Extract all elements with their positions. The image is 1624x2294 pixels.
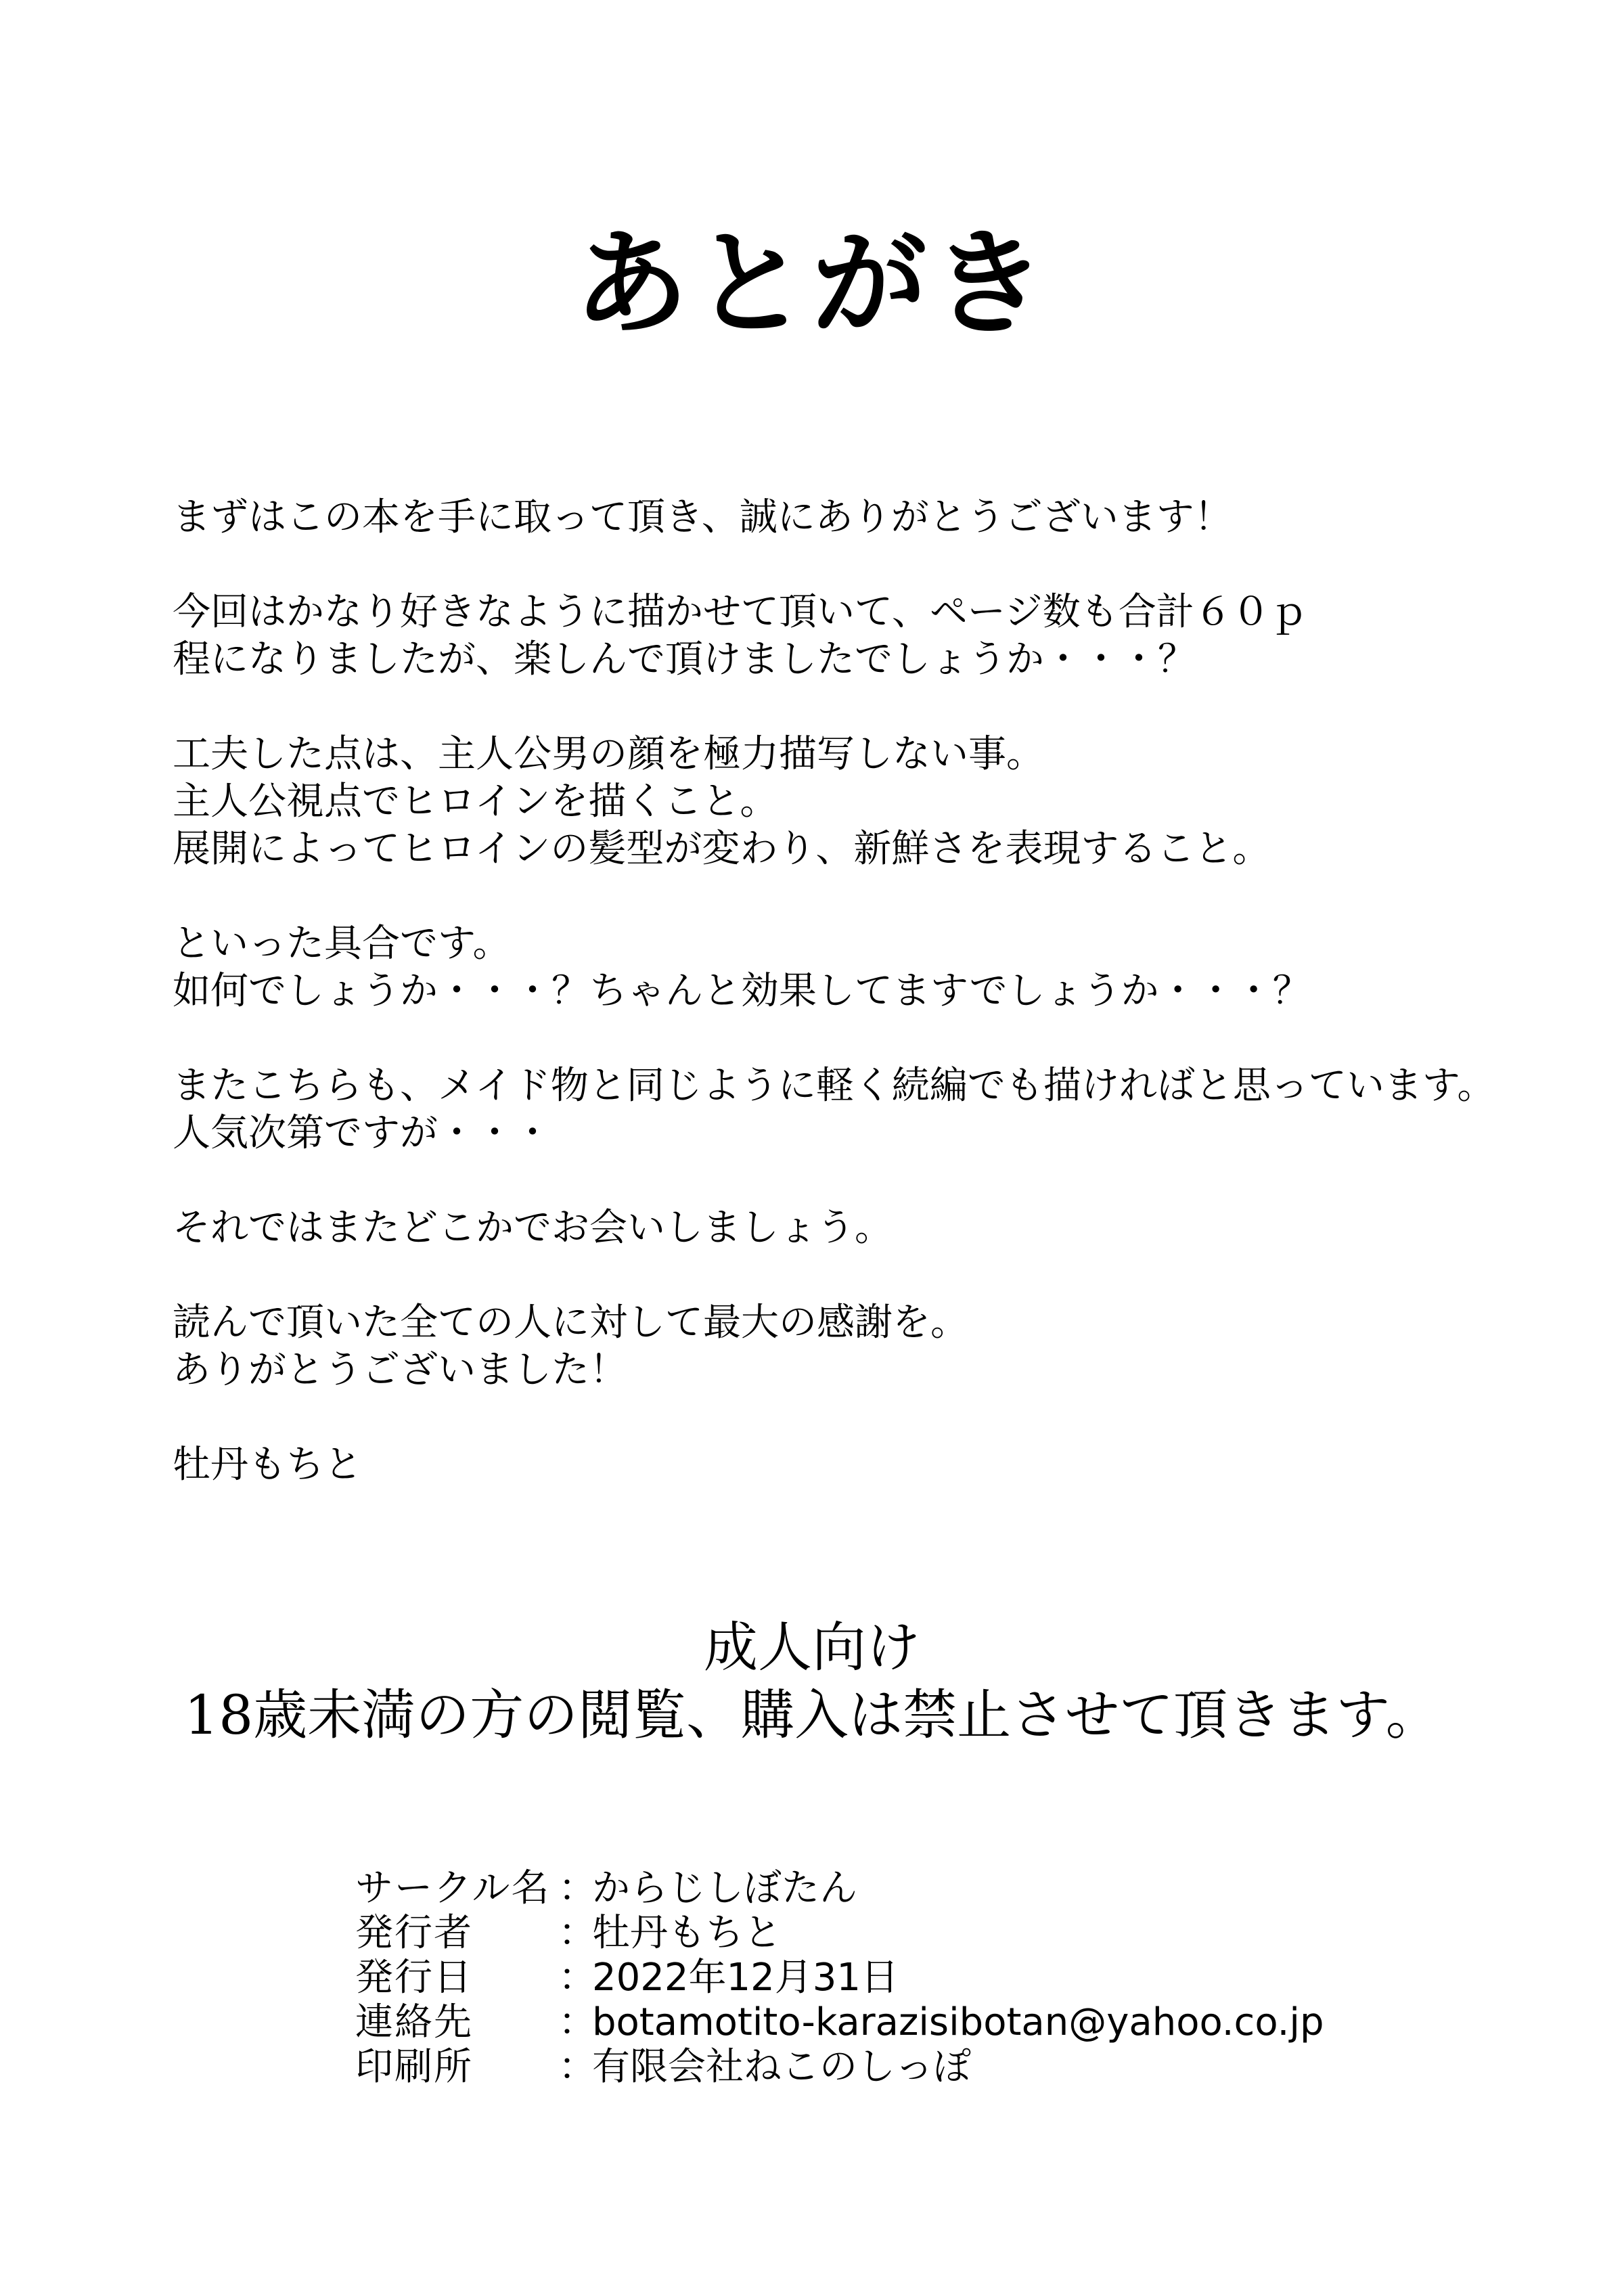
colophon bbox=[355, 1866, 1324, 2090]
colophon-row-date bbox=[355, 1956, 1324, 2000]
colophon-row-contact bbox=[355, 2000, 1324, 2045]
paragraph bbox=[173, 589, 1499, 683]
paragraph bbox=[173, 731, 1499, 873]
paragraph-line: まずはこの本を手に取って頂き、誠にありがとうございます！ bbox=[173, 495, 1232, 539]
colophon-label: 印刷所 bbox=[355, 2045, 473, 2089]
paragraph-line: 展開によってヒロインの髪型が変わり、新鮮さを表現すること。 bbox=[173, 827, 1271, 871]
paragraph bbox=[173, 1205, 1499, 1252]
colophon-label: 発行者 bbox=[355, 1911, 473, 1955]
paragraph-line: それではまたどこかでお会いしましょう。 bbox=[173, 1206, 893, 1250]
colophon-separator: ： bbox=[558, 1956, 596, 2000]
paragraph-line: 主人公視点でヒロインを描くこと。 bbox=[173, 780, 778, 824]
colophon-value: 牡丹もちと bbox=[592, 1911, 782, 1955]
paragraph-line: 如何でしょうか・・・？ちゃんと効果してますでしょうか・・・？ bbox=[173, 969, 1311, 1013]
paragraph-line: 読んで頂いた全ての人に対して最大の感謝を。 bbox=[173, 1301, 968, 1345]
colophon-separator: ： bbox=[558, 2045, 596, 2089]
paragraph-line: ありがとうございました！ bbox=[173, 1348, 627, 1392]
contact-email: botamotito-karazisibotan@yahoo.co.jp bbox=[592, 2000, 1324, 2044]
colophon-label: サークル名 bbox=[355, 1866, 551, 1910]
colophon-value: からじしぼたん bbox=[592, 1866, 857, 1910]
notice-text: 18歳未満の方の閲覧、購入は禁止させて頂きます。 bbox=[184, 1684, 1440, 1747]
paragraph bbox=[173, 920, 1499, 1015]
paragraph-line: 工夫した点は、主人公男の顔を極力描写しない事。 bbox=[173, 732, 1044, 776]
colophon-row-printer bbox=[355, 2045, 1324, 2090]
colophon-label: 発行日 bbox=[355, 1956, 473, 2000]
colophon-separator: ： bbox=[558, 2000, 596, 2044]
notice-heading: 成人向け bbox=[704, 1616, 920, 1679]
afterword-body bbox=[173, 494, 1499, 1489]
author-signature: 牡丹もちと bbox=[173, 1443, 362, 1487]
page-title: あとがき bbox=[573, 217, 1050, 351]
colophon-row-publisher bbox=[355, 1911, 1324, 1956]
paragraph-line: といった具合です。 bbox=[173, 922, 511, 966]
paragraph bbox=[173, 1062, 1499, 1157]
paragraph-line: またこちらも、メイド物と同じように軽く続編でも描ければと思っています。 bbox=[173, 1064, 1495, 1108]
colophon-value: 2022年12月31日 bbox=[592, 1956, 899, 2000]
colophon-separator: ： bbox=[558, 1866, 596, 1910]
colophon-label: 連絡先 bbox=[355, 2000, 473, 2044]
paragraph bbox=[173, 494, 1499, 541]
paragraph-line: 程になりましたが、楽しんで頂けましたでしょうか・・・？ bbox=[173, 637, 1196, 681]
adult-content-notice bbox=[0, 1614, 1624, 1749]
paragraph-line: 今回はかなり好きなように描かせて頂いて、ページ数も合計６０ｐ bbox=[173, 590, 1308, 634]
colophon-row-circle bbox=[355, 1866, 1324, 1911]
colophon-separator: ： bbox=[558, 1911, 596, 1955]
paragraph-line: 人気次第ですが・・・ bbox=[173, 1111, 551, 1155]
paragraph bbox=[173, 1299, 1499, 1394]
colophon-value: 有限会社ねこのしっぽ bbox=[592, 2045, 971, 2089]
